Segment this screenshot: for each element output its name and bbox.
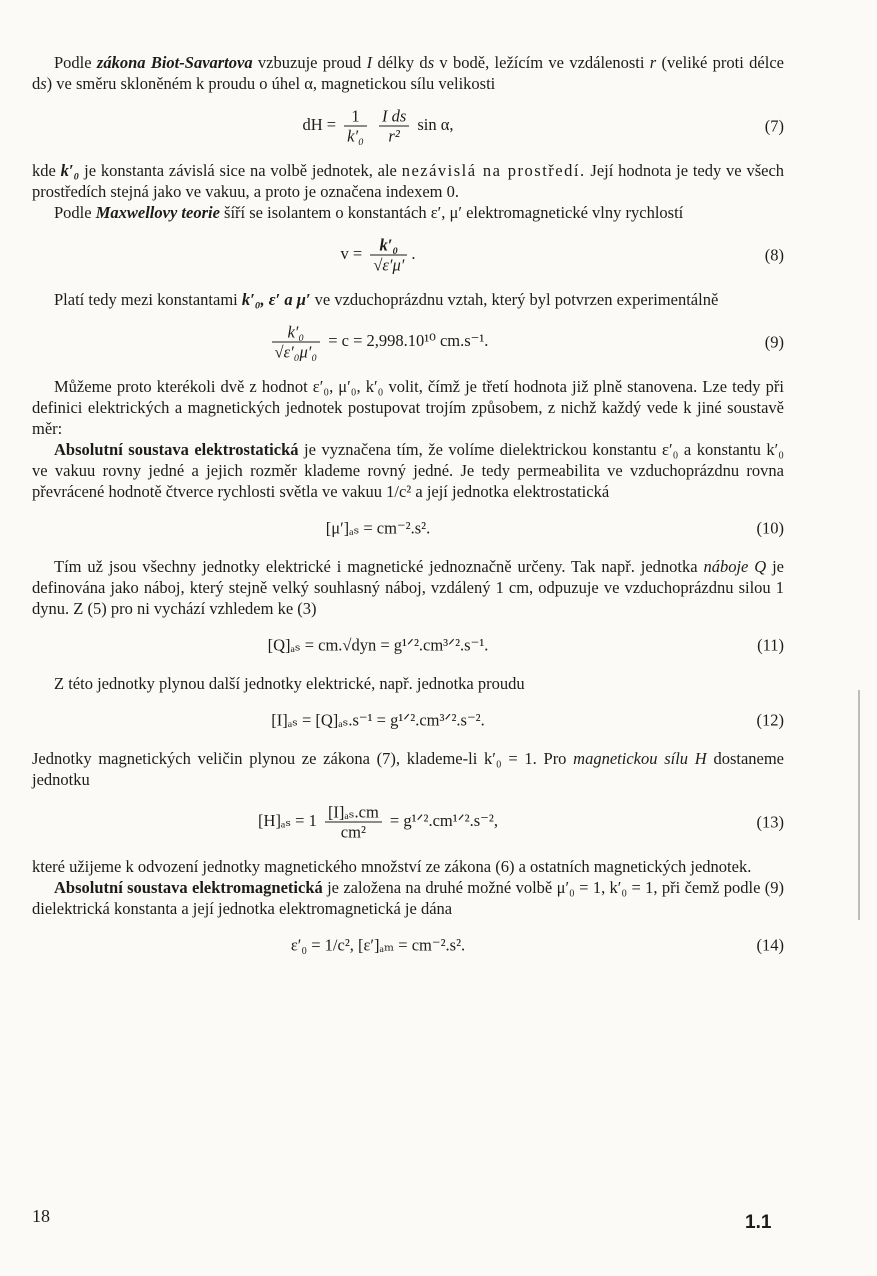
eq13-fraction: $\frac{\text{[I]ₐₛ.cm}}{\text{cm²}}$ xyxy=(325,803,382,842)
equation-number: (12) xyxy=(756,710,784,730)
paragraph-biot-savart: Podle zákona Biot-Savartova vzbuzuje proud I délky ds v bodě, ležícím ve vzdálenosti r (veliké proti délce ds) ve směru skloněném k proudu o úhel α, magnetickou sílu velikosti xyxy=(32,53,784,93)
equation-10: [μ′]ₐₛ = cm⁻².s². (10) xyxy=(325,518,784,538)
equation-7 xyxy=(32,98,784,154)
equation-number: (7) xyxy=(764,116,784,136)
equation-12: [I]ₐₛ = [Q]ₐₛ.s⁻¹ = g¹ᐟ².cm³ᐟ².s⁻². (12) xyxy=(271,710,784,730)
equation-number: (8) xyxy=(764,245,784,265)
equation-number: (11) xyxy=(757,635,784,655)
paragraph-magnetic-units: Jednotky magnetických veličin plynou ze zákona (7), klademe-li k′₀ = 1. Pro magnetickou sílu H dostaneme jednotku xyxy=(32,749,784,789)
equation-11: [Q]ₐₛ = cm.√dyn = g¹ᐟ².cm³ᐟ².s⁻¹. (11) xyxy=(267,635,784,655)
paragraph-current-unit: Z této jednotky plynou další jednotky elektrické, např. jednotka proudu xyxy=(54,674,525,693)
paragraph-constants-relation: Platí tedy mezi konstantami k′₀, ε′ a μ′ ve vzduchoprázdnu vztah, který byl potvrzen experimentálně xyxy=(54,290,719,309)
page-number: 18 xyxy=(32,1206,50,1226)
equation-number: (14) xyxy=(756,935,784,955)
paragraph-charge-unit: Tím už jsou všechny jednotky elektrické i magnetické jednoznačně určeny. Tak např. jednotka náboje Q je definována jako náboj, který stejně velký souhlasný náboj, vzdálený 1 cm, odpuzuje ve vzduchoprázdnu silou 1 dynu. Z (5) pro ni vychází vzhledem ke (3) xyxy=(32,557,784,618)
eq9-fraction: $\frac{\text{k′₀}}{\text{√ε′₀μ′₀}}$ xyxy=(272,323,321,362)
section-number: 1.1 xyxy=(745,1212,772,1233)
paragraph-electrostatic-system: Absolutní soustava elektrostatická je vyznačena tím, že volíme dielektrickou konstantu ε′₀ a konstantu k′₀ ve vakuu rovny jedné a jejich rozměr klademe rovný jedné. Je tedy permeabilita ve vzduchoprázdnu rovna převrácené hodnotě čtverce rychlosti světla ve vakuu 1/c² a její jednotka elektrostatická xyxy=(32,440,784,501)
eq7-rhs: sin α, xyxy=(417,114,454,134)
equation-number: (9) xyxy=(764,332,784,352)
paragraph-magnetic-quantity: které užijeme k odvození jednotky magnetického množství ze zákona (6) a ostatních magnetických jednotek. xyxy=(32,857,752,876)
eq7-fraction-2: $\frac{\text{I ds}}{\text{r²}}$ xyxy=(379,107,409,146)
eq7-fraction-1: $\frac{1}{\text{k′₀}}$ xyxy=(344,107,367,146)
scan-edge-mark xyxy=(858,690,860,920)
paragraph-constant-k0: kde k′₀ je konstanta závislá sice na volbě jednotek, ale nezávislá na prostředí. Její hodnota je tedy ve všech prostředích stejná jako ve vakuu, a proto je označena indexem 0. xyxy=(32,161,785,201)
equation-9: $\frac{\text{k′₀}}{\text{√ε′₀μ′₀}}$ = c = 2,998.10¹⁰ cm.s⁻¹. (9) xyxy=(32,314,784,370)
equation-14: ε′₀ = 1/c², [ε′]ₐₘ = cm⁻².s². (14) xyxy=(290,935,784,955)
page-body xyxy=(32,52,784,973)
eq8-fraction: $\frac{\text{k′₀}}{√\varepsilon'\mu'}$ xyxy=(370,236,407,275)
equation-number: (10) xyxy=(756,518,784,538)
paragraph-maxwell: Podle Maxwellovy teorie šíří se isolantem o konstantách ε′, μ′ elektromagnetické vlny rychlostí xyxy=(54,203,684,222)
eq7-lhs: dH = xyxy=(302,114,337,134)
equation-13: [H]ₐₛ = 1 $\frac{\text{[I]ₐₛ.cm}}{\text{cm²}}$ = g¹ᐟ².cm¹ᐟ².s⁻², (13) xyxy=(258,802,784,842)
equation-number: (13) xyxy=(756,812,784,832)
equation-8: v = $\frac{\text{k′₀}}{√\varepsilon'\mu'}$ . (8) xyxy=(340,235,784,275)
paragraph-electromagnetic-system: Absolutní soustava elektromagnetická je založena na druhé možné volbě μ′₀ = 1, k′₀ = 1, při čemž podle (9) dielektrická konstanta a její jednotka elektromagnetická je dána xyxy=(32,878,784,918)
paragraph-three-systems: Můžeme proto kterékoli dvě z hodnot ε′₀, μ′₀, k′₀ volit, čímž je třetí hodnota již plně stanovena. Lze tedy při definici elektrických a magnetických jednotek postupovat trojím způsobem, z nichž každý vede k jiné soustavě měr: xyxy=(32,377,784,438)
